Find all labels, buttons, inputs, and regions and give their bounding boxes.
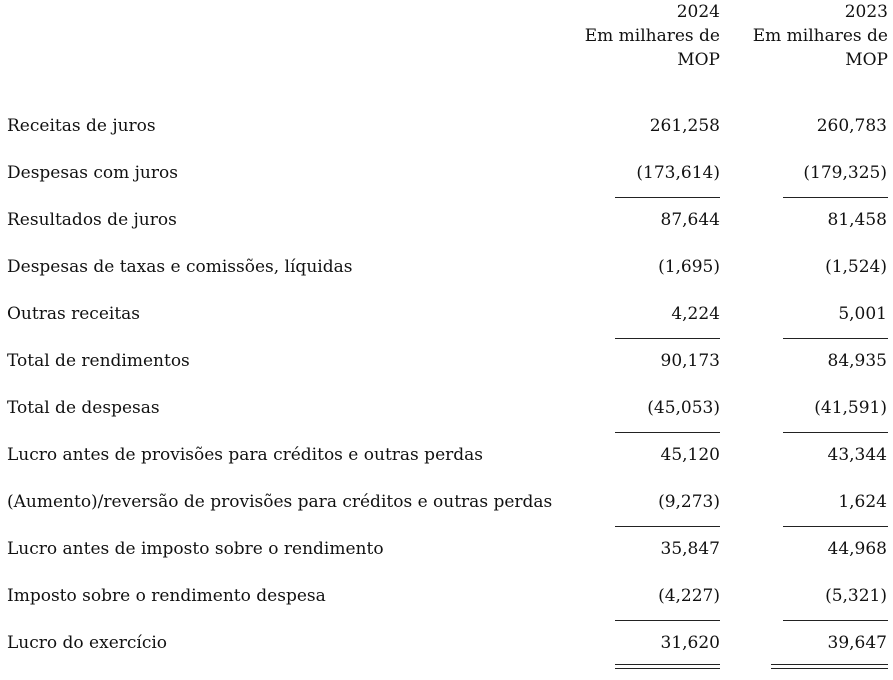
value-2023: 81,458 (827, 210, 887, 230)
row-label: Outras receitas (7, 304, 141, 324)
row-lucro-antes-imposto (0, 539, 893, 586)
total-double-rule-2024 (615, 664, 720, 669)
column-unit-2023-line2: MOP (845, 50, 888, 70)
value-2023: 84,935 (827, 351, 887, 371)
column-unit-2024-line2: MOP (677, 50, 720, 70)
value-2023: (1,524) (825, 257, 887, 277)
row-label: Total de rendimentos (7, 351, 190, 371)
column-header-2023 (718, 0, 888, 72)
row-lucro-do-exercicio (0, 633, 893, 680)
row-total-de-rendimentos (0, 351, 893, 398)
row-resultados-de-juros (0, 210, 893, 257)
row-total-de-despesas (0, 398, 893, 445)
value-2024: (173,614) (636, 163, 720, 183)
column-header-2024 (550, 0, 720, 72)
subtotal-rule-2023 (783, 432, 888, 433)
value-2024: (1,695) (658, 257, 720, 277)
row-label: Receitas de juros (7, 116, 156, 136)
subtotal-rule-2024 (615, 620, 720, 621)
value-2023: 43,344 (827, 445, 887, 465)
column-unit-2023-line1: Em milhares de (752, 26, 888, 46)
value-2024: 87,644 (660, 210, 720, 230)
value-2023: 44,968 (827, 539, 887, 559)
row-despesas-com-juros (0, 163, 893, 210)
value-2024: 45,120 (660, 445, 720, 465)
column-year-2023: 2023 (844, 2, 888, 22)
row-label: Lucro antes de imposto sobre o rendimento (7, 539, 384, 559)
total-double-rule-2023 (771, 664, 888, 669)
row-lucro-antes-provisoes (0, 445, 893, 492)
value-2023: 5,001 (838, 304, 887, 324)
value-2024: (9,273) (658, 492, 720, 512)
value-2024: (4,227) (658, 586, 720, 606)
subtotal-rule-2023 (783, 338, 888, 339)
value-2023: 39,647 (827, 633, 887, 653)
value-2024: (45,053) (647, 398, 720, 418)
subtotal-rule-2023 (783, 197, 888, 198)
value-2023: (179,325) (803, 163, 887, 183)
row-outras-receitas (0, 304, 893, 351)
subtotal-rule-2024 (615, 338, 720, 339)
value-2024: 35,847 (660, 539, 720, 559)
value-2023: (41,591) (814, 398, 887, 418)
row-imposto-rendimento-despesa (0, 586, 893, 633)
column-unit-2024-line1: Em milhares de (584, 26, 720, 46)
row-label: Lucro do exercício (7, 633, 168, 653)
row-receitas-de-juros (0, 116, 893, 163)
column-year-2024: 2024 (676, 2, 720, 22)
subtotal-rule-2023 (783, 620, 888, 621)
row-label: Lucro antes de provisões para créditos e outras perdas (7, 445, 483, 465)
value-2023: (5,321) (825, 586, 887, 606)
value-2023: 1,624 (838, 492, 887, 512)
row-label: Despesas de taxas e comissões, líquidas (7, 257, 353, 277)
row-label: Resultados de juros (7, 210, 177, 230)
value-2024: 4,224 (671, 304, 720, 324)
value-2024: 31,620 (660, 633, 720, 653)
row-aumento-reversao-provisoes (0, 492, 893, 539)
subtotal-rule-2024 (615, 526, 720, 527)
row-label: Imposto sobre o rendimento despesa (7, 586, 326, 606)
subtotal-rule-2024 (615, 197, 720, 198)
subtotal-rule-2024 (615, 432, 720, 433)
value-2023: 260,783 (816, 116, 887, 136)
row-label: Despesas com juros (7, 163, 178, 183)
row-label: (Aumento)/reversão de provisões para créditos e outras perdas (7, 492, 553, 512)
subtotal-rule-2023 (783, 526, 888, 527)
value-2024: 90,173 (660, 351, 720, 371)
value-2024: 261,258 (649, 116, 720, 136)
row-label: Total de despesas (7, 398, 160, 418)
row-despesas-taxas-comissoes (0, 257, 893, 304)
